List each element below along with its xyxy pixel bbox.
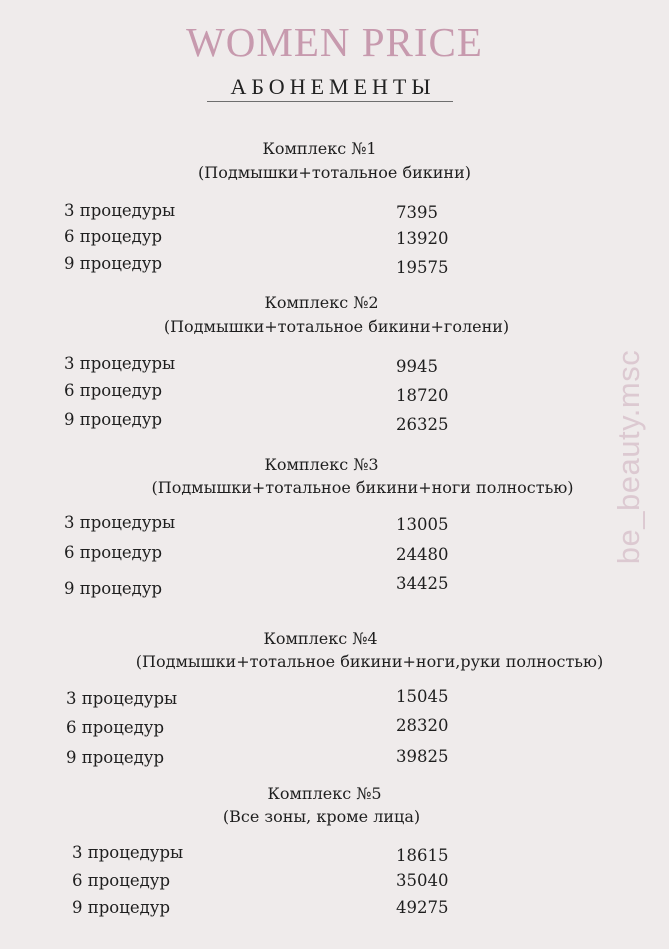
complex-3-description: (Подмышки+тотальное бикини+ноги полностью) [151,478,574,497]
procedure-price: 35040 [396,871,449,890]
complex-5-title: Комплекс №5 [267,784,382,803]
complex-4-description: (Подмышки+тотальное бикини+ноги,руки полностью) [135,652,604,671]
procedure-count: 9 процедур [64,254,163,273]
procedure-count: 6 процедур [64,227,163,246]
procedure-count: 9 процедур [64,410,163,429]
procedure-count: 3 процедуры [64,354,176,373]
complex-5-row-1 [72,842,492,864]
complex-4-row-1 [66,688,486,710]
watermark-handle: be_beauty.msc [611,349,646,565]
complex-2-description: (Подмышки+тотальное бикини+голени) [163,317,510,336]
procedure-count: 9 процедур [66,748,165,767]
procedure-price: 28320 [396,716,449,735]
procedure-count: 3 процедуры [66,689,178,708]
title-divider [207,101,453,102]
procedure-price: 13920 [396,229,449,248]
complex-4-title: Комплекс №4 [263,629,378,648]
complex-1-row-1 [64,200,484,222]
page-subtitle: АБОНЕМЕНТЫ [230,74,436,99]
procedure-price: 13005 [396,515,449,534]
procedure-price: 18615 [396,846,449,865]
procedure-price: 24480 [396,545,449,564]
complex-3-row-2 [64,542,484,564]
complex-1-description: (Подмышки+тотальное бикини) [198,163,471,182]
complex-2-title: Комплекс №2 [264,293,379,312]
procedure-price: 18720 [396,386,449,405]
procedure-count: 6 процедур [64,543,163,562]
procedure-price: 49275 [396,898,449,917]
complex-2-row-2 [64,380,484,405]
complex-3-row-1 [64,512,484,534]
complex-4-row-3 [66,747,486,769]
procedure-price: 7395 [396,203,438,222]
complex-1-title: Комплекс №1 [262,139,377,158]
complex-5-row-2 [72,870,492,892]
complex-3-row-3 [64,574,484,600]
complex-1-row-2 [64,226,484,248]
procedure-price: 39825 [396,747,449,766]
procedure-count: 3 процедуры [64,513,176,532]
complex-5-description: (Все зоны, кроме лица) [222,807,421,826]
complex-5-row-3 [72,897,492,919]
procedure-price: 9945 [396,357,438,376]
procedure-count: 3 процедуры [64,201,176,220]
procedure-price: 26325 [396,415,449,434]
procedure-count: 6 процедур [66,718,165,737]
procedure-price: 15045 [396,687,449,706]
complex-4-row-2 [66,717,486,739]
complex-3-title: Комплекс №3 [264,455,379,474]
procedure-count: 9 процедур [72,898,171,917]
procedure-count: 9 процедур [64,579,163,598]
complex-2-row-3 [64,409,484,434]
page-title: WOMEN PRICE [186,19,483,65]
procedure-count: 6 процедур [72,871,171,890]
complex-1-row-3 [64,253,484,275]
procedure-price: 34425 [396,574,449,593]
procedure-price: 19575 [396,258,449,277]
procedure-count: 3 процедуры [72,843,184,862]
procedure-count: 6 процедур [64,381,163,400]
complex-2-row-1 [64,353,484,375]
